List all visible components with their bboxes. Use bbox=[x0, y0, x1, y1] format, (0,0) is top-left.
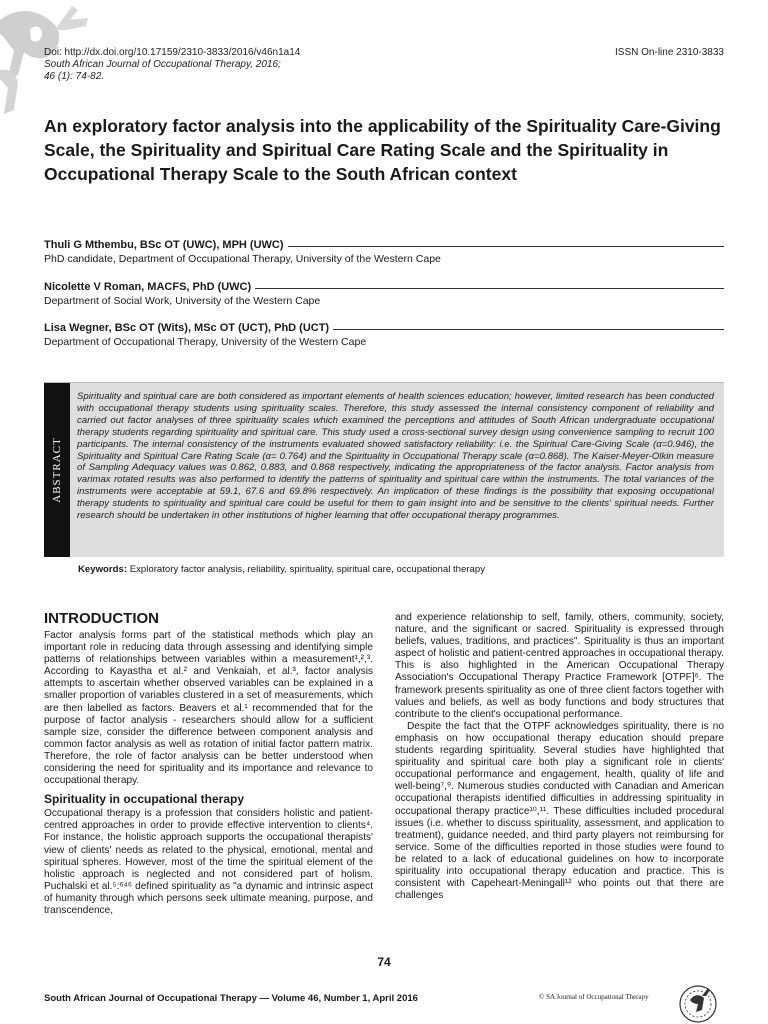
section-paragraph: Occupational therapy is a profession that considers holistic and patient-centred approaches in order to provide effective intervention to clients⁴. For instance, the holistic approach supports the occupational therapists' view of clients' needs as related to the physical, emotional, mental and spiritual spheres. However, most of the time the spiritual element of the holistic approach is neglected and not considered part of holism. Puchalski et al.⁵:⁶⁴⁶ defined spirituality as "a dynamic and intrinsic aspect of humanity through which persons seek ultimate meaning, purpose, and transcendence, bbox=[44, 808, 373, 916]
volume-citation: 46 (1): 74-82. bbox=[44, 71, 105, 82]
page-number: 74 bbox=[377, 955, 391, 969]
doi-text: Doi: http://dx.doi.org/10.17159/2310-3833/2016/v46n1a14 bbox=[44, 47, 301, 58]
abstract-tab bbox=[44, 383, 70, 557]
introduction-heading: INTRODUCTION bbox=[44, 610, 159, 627]
introduction-paragraph: Factor analysis forms part of the statistical methods which play an important role in reducing data through assessing and identifying simple patterns of relationships between variables within a measurement¹,²,³. According to Kayastha et al.² and Venkaiah, et al.³, factor analysis attempts to ascertain whether observed variables can be explained in a smaller proportion of variables clustered in a set of measurements, which are then labelled as factors. Beavers et al.¹ recommended that for the purpose of factor analysis - researchers should allow for a sufficient sample size, consider the difference between component analysis and common factor analysis as well as rotation of initial factor pattern matrix. Therefore, the role of factor analysis can be better understood when considering the need for spirituality and its importance and relevance to occupational therapy. bbox=[44, 630, 373, 787]
abstract-box bbox=[44, 382, 724, 557]
body-right-column bbox=[395, 612, 724, 902]
author-name: Lisa Wegner, BSc OT (Wits), MSc OT (UCT), PhD (UCT) bbox=[44, 322, 330, 334]
author-rule bbox=[288, 246, 724, 247]
author-affiliation: PhD candidate, Department of Occupational Therapy, University of the Western Cape bbox=[44, 253, 441, 265]
abstract-label: ABSTRACT bbox=[51, 437, 63, 503]
author-affiliation: Department of Occupational Therapy, University of the Western Cape bbox=[44, 336, 367, 348]
footer-copyright: © SA Journal of Occupational Therapy bbox=[539, 993, 649, 1001]
article-header bbox=[44, 47, 300, 83]
body-paragraph: Despite the fact that the OTPF acknowledges spirituality, there is no emphasis on how occupational therapy education should prepare students regarding spirituality. Several studies have highlighted that spirituality and spiritual care both play a significant role in clients' occupational performance and engagement, health, quality of life and well-being⁷,⁹. Numerous studies conducted with Canadian and American occupational therapists identified difficulties in addressing spirituality in occupational therapy practice¹⁰,¹¹. These difficulties included procedural issues (i.e. whether to discuss spirituality, assessment, and application to treatment), guidance needed, and third party players not reimbursing for service. Some of the difficulties reported in those studies were found to be related to a lack of educational guidelines on how to incorporate spirituality into occupational therapy education and practice. This is consistent with Capeheart-Meningall¹² who points out that there are challenges bbox=[395, 720, 724, 902]
author-rule bbox=[333, 329, 724, 330]
issn-text: ISSN On-line 2310-3833 bbox=[615, 47, 724, 58]
keywords-text: Exploratory factor analysis, reliability, spirituality, spiritual care, occupational therapy bbox=[129, 564, 486, 575]
section-heading: Spirituality in occupational therapy bbox=[44, 792, 245, 807]
author-name: Nicolette V Roman, MACFS, PhD (UWC) bbox=[44, 281, 252, 293]
author-name: Thuli G Mthembu, BSc OT (UWC), MPH (UWC) bbox=[44, 239, 284, 251]
author-affiliation: Department of Social Work, University of the Western Cape bbox=[44, 295, 321, 307]
author-rule bbox=[255, 288, 724, 289]
keywords-label: Keywords: bbox=[78, 564, 128, 575]
journal-citation: South African Journal of Occupational Therapy, 2016; bbox=[44, 59, 281, 70]
author-block-3 bbox=[44, 321, 724, 349]
keywords-line bbox=[78, 564, 485, 575]
body-paragraph: and experience relationship to self, family, others, community, society, nature, and the significant or sacred. Spirituality is expressed through beliefs, values, traditions, and practices". Spirituality is thus an important aspect of holistic and patient-centred approaches in occupational therapy. This is also highlighted in the American Occupational Therapy Association's Occupational Therapy Practice Framework [OTPF]⁶. The framework presents spirituality as one of three client factors together with values and beliefs, as well as body functions and body structures that contribute to the client's occupational performance. bbox=[395, 612, 724, 720]
author-block-1 bbox=[44, 238, 724, 266]
abstract-text: Spirituality and spiritual care are both considered as important elements of health sciences education; however, limited research has been conducted with occupational therapy students using spirituality scales. Therefore, this study assessed the internal consistency component of reliability and carried out factor analyses of three spirituality scales which examined the perceptions and attitudes of South African undergraduate occupational therapy students regarding spirituality and spiritual care. This study used a cross-sectional survey design using convenience sampling to recruit 100 participants. The internal consistency of the instruments evaluated showed satisfactory reliability: i.e. the Spiritual Care-Giving Scale (α=0.946), the Spirituality and Spiritual Care Rating Scale (α= 0.764) and the Spirituality in Occupational Therapy scale (α=0.868). The Kaiser-Meyer-Olkin measure of Sampling Adequacy values was 0.862, 0.883, and 0.868 respectively, indicating the appropriateness of the factor analysis. Factor analysis from varimax rotated results was also performed to identify the patterns of spirituality and spiritual care within the instruments. The total variances of the instruments were acceptable at 59.1, 67.6 and 69.8% respectively. An implication of these findings is the possibility that exposing occupational therapy students to spirituality and spiritual care could be useful for them to gain insight into and be sensitive to the clients' spiritual needs. Further research should be undertaken in other institutions of higher learning that offer occupational therapy programmes. bbox=[77, 391, 714, 522]
article-title: An exploratory factor analysis into the applicability of the Spirituality Care-Giving Scale, the Spirituality and Spiritual Care Rating Scale and the Spirituality in Occupational Therapy Scale to the South African context bbox=[44, 116, 721, 184]
author-block-2 bbox=[44, 280, 724, 308]
body-left-column bbox=[44, 610, 373, 917]
footer-journal: South African Journal of Occupational Therapy — Volume 46, Number 1, April 2016 bbox=[44, 993, 418, 1004]
journal-logo-icon bbox=[676, 980, 720, 1024]
